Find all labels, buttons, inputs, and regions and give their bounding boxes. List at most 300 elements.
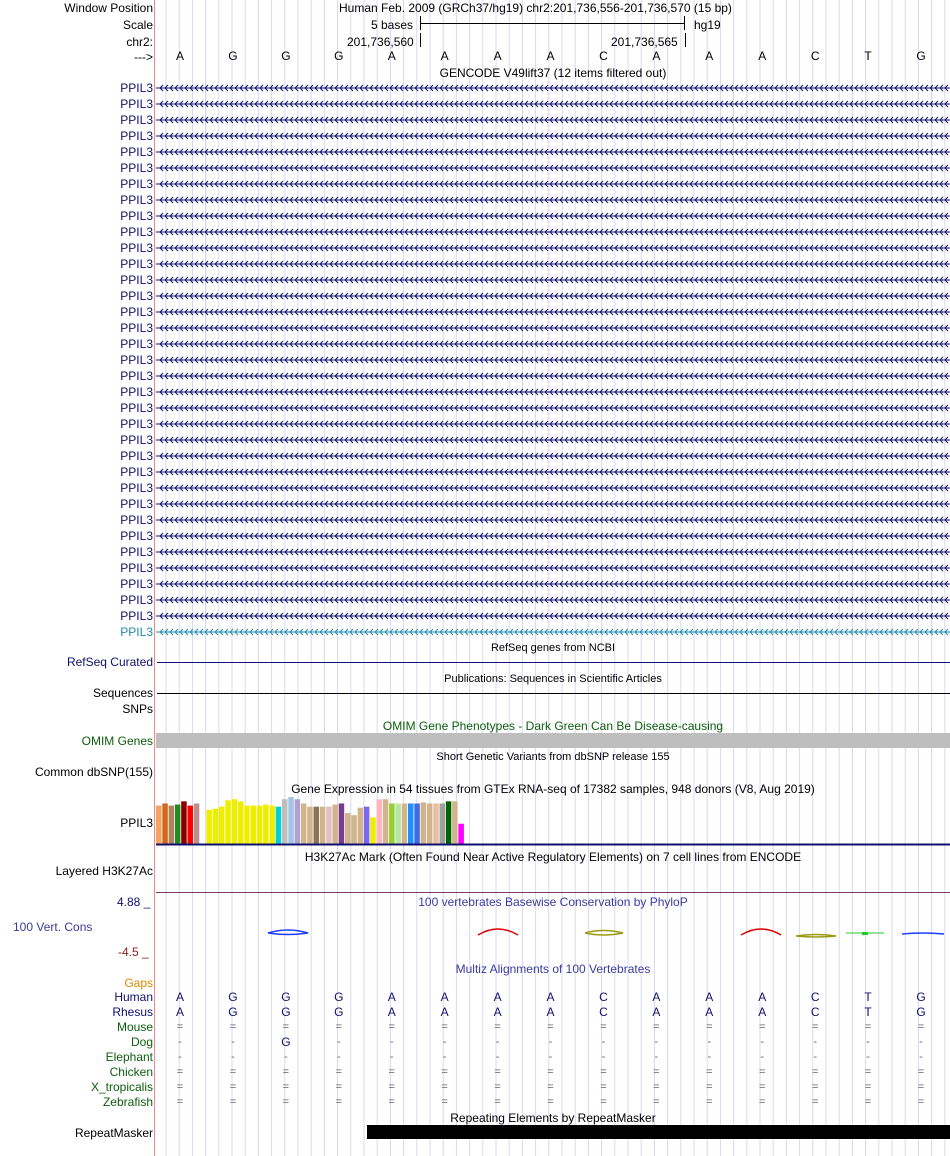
- multiz-alignment-cell: =: [229, 1081, 237, 1093]
- gencode-transcript-label[interactable]: PPIL3: [120, 337, 153, 351]
- gencode-transcript-line[interactable]: [156, 595, 950, 605]
- gtex-tissue-bar[interactable]: [225, 800, 231, 844]
- gtex-tissue-bar[interactable]: [364, 807, 370, 844]
- multiz-alignment-cell: =: [282, 1081, 290, 1093]
- multiz-alignment-cell: A: [705, 1005, 714, 1019]
- gtex-tissue-bar[interactable]: [377, 799, 383, 844]
- gtex-tissue-bar[interactable]: [320, 807, 326, 844]
- phylop-peak-3: [585, 931, 623, 936]
- gtex-tissue-bar[interactable]: [389, 803, 395, 844]
- gencode-transcript-line[interactable]: [156, 83, 950, 93]
- multiz-alignment-cell: -: [707, 1036, 712, 1048]
- multiz-alignment-cell: =: [335, 1066, 342, 1078]
- gencode-transcript-label[interactable]: PPIL3: [120, 385, 153, 399]
- gtex-tissue-bar[interactable]: [244, 806, 250, 844]
- gencode-transcript-line[interactable]: [156, 259, 950, 269]
- gencode-transcript-line[interactable]: [156, 627, 950, 637]
- base-letter: A: [652, 49, 661, 63]
- publications-track-label[interactable]: Sequences: [92, 686, 153, 700]
- omim-gene-bar[interactable]: [156, 733, 950, 748]
- phylop-min-label: -4.5 _: [118, 945, 149, 959]
- multiz-alignment-cell: -: [919, 1036, 923, 1048]
- base-letter: G: [228, 49, 238, 63]
- gtex-tissue-bar[interactable]: [282, 799, 288, 844]
- multiz-species-label[interactable]: Chicken: [109, 1065, 153, 1079]
- multiz-alignment-cell: -: [495, 1051, 500, 1063]
- multiz-species-label[interactable]: Mouse: [116, 1020, 153, 1034]
- multiz-alignment-cell: =: [864, 1096, 872, 1108]
- omim-track-label[interactable]: OMIM Genes: [81, 734, 153, 748]
- gencode-transcript-label[interactable]: PPIL3: [120, 81, 153, 95]
- multiz-alignment-cell: =: [335, 1081, 342, 1093]
- multiz-alignment-cell: A: [546, 990, 555, 1004]
- gencode-transcript-label[interactable]: PPIL3: [120, 561, 153, 575]
- gencode-transcript-label[interactable]: PPIL3: [120, 161, 153, 175]
- gencode-transcript-label[interactable]: PPIL3: [120, 225, 153, 239]
- multiz-alignment-cell: =: [917, 1081, 925, 1093]
- gtex-tissue-bar[interactable]: [156, 806, 162, 844]
- multiz-alignment-cell: =: [494, 1021, 501, 1033]
- multiz-alignment-cell: =: [653, 1096, 660, 1108]
- multiz-alignment-cell: =: [388, 1066, 395, 1078]
- gencode-transcript-label[interactable]: PPIL3: [120, 625, 153, 639]
- base-letter: G: [334, 49, 344, 63]
- gtex-tissue-bar[interactable]: [257, 806, 263, 844]
- multiz-alignment-cell: -: [601, 1036, 606, 1048]
- gencode-transcript-label[interactable]: PPIL3: [120, 145, 153, 159]
- multiz-alignment-cell: C: [599, 1005, 608, 1019]
- refseq-track-title: RefSeq genes from NCBI: [490, 642, 616, 654]
- gencode-transcript-label[interactable]: PPIL3: [120, 129, 153, 143]
- gtex-tissue-bar[interactable]: [295, 799, 301, 844]
- multiz-alignment-cell: =: [494, 1066, 501, 1078]
- gencode-transcript-line[interactable]: [156, 243, 950, 253]
- multiz-alignment-cell: =: [176, 1081, 184, 1093]
- multiz-alignment-cell: A: [705, 990, 714, 1004]
- multiz-alignment-cell: -: [548, 1051, 553, 1063]
- base-letter: C: [599, 49, 608, 63]
- dbsnp-track-title: Short Genetic Variants from dbSNP release 155: [436, 751, 670, 763]
- gencode-transcript-line[interactable]: [156, 499, 950, 509]
- window-position-text[interactable]: Human Feb. 2009 (GRCh37/hg19) chr2:201,736,556-201,736,570 (15 bp): [339, 1, 732, 15]
- gencode-transcript-line[interactable]: [156, 115, 950, 125]
- gtex-tissue-bar[interactable]: [301, 803, 307, 844]
- gtex-tissue-bar[interactable]: [181, 801, 187, 844]
- refseq-track-label[interactable]: RefSeq Curated: [66, 655, 153, 669]
- gtex-tissue-bar[interactable]: [383, 799, 389, 844]
- gtex-tissue-bar[interactable]: [251, 806, 257, 844]
- multiz-species-label[interactable]: X_tropicalis: [90, 1080, 153, 1094]
- gencode-transcript-label[interactable]: PPIL3: [120, 321, 153, 335]
- multiz-alignment-cell: -: [654, 1036, 659, 1048]
- multiz-alignment-cell: C: [599, 990, 608, 1004]
- multiz-alignment-cell: G: [334, 1005, 344, 1019]
- multiz-alignment-cell: =: [547, 1066, 554, 1078]
- gtex-tissue-bar[interactable]: [421, 802, 427, 844]
- multiz-alignment-cell: -: [442, 1051, 447, 1063]
- multiz-species-label[interactable]: Human: [114, 990, 153, 1004]
- multiz-alignment-cell: =: [282, 1096, 290, 1108]
- gencode-transcript-line[interactable]: [156, 131, 950, 141]
- base-letter: C: [810, 49, 820, 63]
- base-letter: A: [493, 49, 502, 63]
- gencode-track-title[interactable]: GENCODE V49lift37 (12 items filtered out): [439, 66, 667, 80]
- multiz-alignment-cell: A: [175, 1005, 184, 1019]
- gencode-transcript-label[interactable]: PPIL3: [120, 593, 153, 607]
- gencode-transcript-line[interactable]: [156, 179, 950, 189]
- multiz-alignment-cell: -: [866, 1051, 870, 1063]
- multiz-alignment-cell: =: [229, 1096, 237, 1108]
- h3k27ac-track-label[interactable]: Layered H3K27Ac: [55, 864, 153, 878]
- gencode-transcript-line[interactable]: [156, 355, 950, 365]
- h3k27ac-track-title: H3K27Ac Mark (Often Found Near Active Regulatory Elements) on 7 cell lines from ENCODE: [304, 850, 802, 864]
- gencode-transcript-line[interactable]: [156, 483, 950, 493]
- coord-right-tick: [685, 33, 686, 47]
- multiz-alignment-cell: =: [388, 1096, 395, 1108]
- multiz-alignment-cell: =: [811, 1081, 819, 1093]
- phylop-peak-5: [796, 935, 836, 938]
- gencode-transcript-label[interactable]: PPIL3: [120, 257, 153, 271]
- multiz-alignment-cell: =: [282, 1021, 290, 1033]
- gtex-tissue-bar[interactable]: [370, 817, 376, 844]
- multiz-alignment-cell: =: [864, 1066, 872, 1078]
- gencode-transcript-label[interactable]: PPIL3: [120, 529, 153, 543]
- gtex-tissue-bar[interactable]: [162, 803, 168, 844]
- phylop-track-label[interactable]: 100 Vert. Cons: [13, 920, 93, 934]
- gencode-transcript-line[interactable]: [156, 307, 950, 317]
- gencode-transcript-label[interactable]: PPIL3: [120, 177, 153, 191]
- multiz-alignment-cell: =: [759, 1066, 766, 1078]
- gencode-transcript-label[interactable]: PPIL3: [120, 113, 153, 127]
- gencode-transcript-line[interactable]: [156, 435, 950, 445]
- gtex-tissue-bar[interactable]: [219, 807, 225, 844]
- repeatmasker-track-title: Repeating Elements by RepeatMasker: [450, 1111, 656, 1125]
- gencode-transcript-label[interactable]: PPIL3: [120, 609, 153, 623]
- gencode-transcript-line[interactable]: [156, 323, 950, 333]
- multiz-alignment-cell: =: [494, 1096, 501, 1108]
- multiz-alignment-cell: A: [546, 1005, 555, 1019]
- gencode-transcript-line[interactable]: [156, 467, 950, 477]
- multiz-alignment-cell: -: [866, 1036, 870, 1048]
- base-letter: A: [175, 49, 184, 63]
- gencode-transcript-line[interactable]: [156, 611, 950, 621]
- gencode-transcript-label[interactable]: PPIL3: [120, 305, 153, 319]
- base-letter: T: [864, 49, 872, 63]
- gtex-tissue-bar[interactable]: [452, 801, 458, 844]
- gtex-track-title: Gene Expression in 54 tissues from GTEx RNA-seq of 17382 samples, 948 donors (V8, Aug 2019): [291, 782, 815, 796]
- scale-text: 5 bases: [371, 18, 414, 32]
- gtex-bar-chart[interactable]: [156, 796, 950, 846]
- multiz-alignment-cell: -: [760, 1051, 765, 1063]
- repeatmasker-element-bar[interactable]: [367, 1125, 950, 1139]
- scale-label: Scale: [122, 18, 153, 32]
- gtex-tissue-bar[interactable]: [194, 803, 200, 844]
- gtex-tissue-bar[interactable]: [446, 801, 452, 844]
- multiz-species-label[interactable]: Elephant: [105, 1050, 153, 1064]
- gencode-transcript-line[interactable]: [156, 371, 950, 381]
- multiz-alignment-cell: =: [441, 1081, 448, 1093]
- multiz-alignment-cell: =: [176, 1096, 184, 1108]
- gencode-transcript-label[interactable]: PPIL3: [120, 497, 153, 511]
- multiz-alignment-cell: -: [231, 1051, 235, 1063]
- multiz-alignment-cell: =: [441, 1066, 448, 1078]
- multiz-alignment-cell: =: [811, 1066, 819, 1078]
- coord-left: 201,736,560: [347, 35, 414, 49]
- refseq-track-line[interactable]: [157, 662, 950, 663]
- multiz-alignment-cell: -: [284, 1051, 288, 1063]
- gencode-transcript-line[interactable]: [156, 387, 950, 397]
- gtex-tissue-bar[interactable]: [269, 806, 275, 844]
- gtex-tissue-bar[interactable]: [458, 824, 464, 844]
- snps-track-label[interactable]: SNPs: [122, 702, 153, 716]
- chrom-label: chr2:: [126, 35, 153, 49]
- gtex-tissue-bar[interactable]: [238, 801, 244, 844]
- gtex-tissue-bar[interactable]: [402, 803, 408, 844]
- gencode-transcript-label[interactable]: PPIL3: [120, 513, 153, 527]
- gencode-transcript-label[interactable]: PPIL3: [120, 353, 153, 367]
- gtex-tissue-bar[interactable]: [169, 806, 175, 844]
- multiz-alignment-cell: =: [600, 1081, 607, 1093]
- multiz-alignment-cell: T: [864, 1005, 872, 1019]
- gencode-transcript-line[interactable]: [156, 147, 950, 157]
- publications-track-line[interactable]: [157, 693, 950, 694]
- multiz-alignment-cell: -: [336, 1036, 341, 1048]
- gencode-transcript-label[interactable]: PPIL3: [120, 577, 153, 591]
- gencode-transcript-label[interactable]: PPIL3: [120, 209, 153, 223]
- gencode-transcript-line[interactable]: [156, 451, 950, 461]
- base-letter: A: [440, 49, 449, 63]
- gtex-tissue-bar[interactable]: [213, 809, 219, 844]
- gencode-transcript-line[interactable]: [156, 531, 950, 541]
- publications-track-title: Publications: Sequences in Scientific Articles: [444, 673, 662, 685]
- gencode-transcript-label[interactable]: PPIL3: [120, 401, 153, 415]
- multiz-alignment-cell: =: [917, 1021, 925, 1033]
- multiz-species-label[interactable]: Dog: [130, 1035, 153, 1049]
- multiz-alignment-cell: -: [178, 1051, 182, 1063]
- gtex-tissue-bar[interactable]: [339, 803, 345, 844]
- gtex-tissue-bar[interactable]: [288, 797, 294, 844]
- gencode-transcript-line[interactable]: [156, 419, 950, 429]
- multiz-alignment-cell: =: [600, 1096, 607, 1108]
- multiz-species-label[interactable]: Zebrafish: [102, 1095, 153, 1109]
- gencode-transcript-line[interactable]: [156, 211, 950, 221]
- multiz-alignment-cell: =: [706, 1081, 713, 1093]
- gencode-transcript-label[interactable]: PPIL3: [120, 449, 153, 463]
- gencode-transcript-label[interactable]: PPIL3: [120, 289, 153, 303]
- multiz-alignment-cell: =: [706, 1021, 713, 1033]
- multiz-alignment-cell: =: [653, 1081, 660, 1093]
- gtex-tissue-bar[interactable]: [263, 805, 269, 844]
- gencode-transcript-line[interactable]: [156, 563, 950, 573]
- gtex-tissue-bar[interactable]: [314, 807, 320, 844]
- base-sequence-row: [0, 49, 950, 63]
- multiz-alignment-cell: G: [228, 1005, 238, 1019]
- window-position-label: Window Position: [64, 1, 153, 15]
- multiz-alignment-cell: -: [601, 1051, 606, 1063]
- multiz-alignment-cell: G: [916, 1005, 926, 1019]
- multiz-alignment-cell: A: [758, 990, 767, 1004]
- gtex-tissue-bar[interactable]: [440, 803, 446, 844]
- multiz-alignment-cell: G: [281, 1005, 291, 1019]
- multiz-alignment-cell: =: [388, 1021, 395, 1033]
- repeatmasker-track-label[interactable]: RepeatMasker: [74, 1126, 153, 1140]
- gencode-transcript-label[interactable]: PPIL3: [120, 465, 153, 479]
- multiz-alignment-cell: A: [440, 990, 449, 1004]
- multiz-alignment-cell: =: [706, 1066, 713, 1078]
- gtex-tissue-bar[interactable]: [276, 807, 282, 844]
- multiz-alignment-cell: =: [917, 1066, 925, 1078]
- gencode-transcript-line[interactable]: [156, 163, 950, 173]
- scale-assembly: hg19: [694, 18, 721, 32]
- multiz-alignment-cell: =: [547, 1021, 554, 1033]
- multiz-alignment-cell: =: [335, 1096, 342, 1108]
- multiz-alignment-cell: T: [864, 990, 872, 1004]
- gtex-tissue-bar[interactable]: [408, 803, 414, 844]
- multiz-alignment-cell: =: [388, 1081, 395, 1093]
- multiz-alignment-cell: =: [811, 1021, 819, 1033]
- gtex-tissue-bar[interactable]: [351, 815, 357, 844]
- gtex-tissue-bar[interactable]: [358, 808, 364, 844]
- gencode-transcript-line[interactable]: [156, 547, 950, 557]
- base-letter: A: [705, 49, 714, 63]
- gencode-transcript-label[interactable]: PPIL3: [120, 273, 153, 287]
- gtex-tissue-bar[interactable]: [326, 807, 332, 844]
- omim-track-title: OMIM Gene Phenotypes - Dark Green Can Be Disease-causing: [382, 719, 724, 733]
- multiz-alignment-cell: =: [653, 1066, 660, 1078]
- gencode-transcript-label[interactable]: PPIL3: [120, 241, 153, 255]
- multiz-alignment-cell: =: [176, 1066, 184, 1078]
- multiz-alignment-cell: -: [495, 1036, 500, 1048]
- gencode-transcript-line[interactable]: [156, 99, 950, 109]
- multiz-alignment-cell: A: [440, 1005, 449, 1019]
- gtex-tissue-bar[interactable]: [395, 803, 401, 844]
- gtex-tissue-bar[interactable]: [427, 803, 433, 844]
- phylop-peak-7: [902, 933, 944, 934]
- multiz-alignment-cell: -: [707, 1051, 712, 1063]
- gtex-tissue-bar[interactable]: [175, 805, 181, 844]
- multiz-alignment-cell: A: [387, 990, 396, 1004]
- multiz-alignment-cell: =: [335, 1021, 342, 1033]
- multiz-alignment-cell: -: [813, 1036, 817, 1048]
- gencode-transcript-label[interactable]: PPIL3: [120, 545, 153, 559]
- multiz-alignment-cell: A: [175, 990, 184, 1004]
- multiz-alignment-cell: -: [389, 1051, 394, 1063]
- gtex-track-label[interactable]: PPIL3: [120, 816, 153, 830]
- multiz-alignment-cell: A: [652, 990, 661, 1004]
- gencode-transcript-line[interactable]: [156, 275, 950, 285]
- multiz-alignment-cell: -: [231, 1036, 235, 1048]
- gencode-transcript-line[interactable]: [156, 339, 950, 349]
- multiz-alignment-cell: G: [228, 990, 238, 1004]
- multiz-alignment-cell: =: [547, 1096, 554, 1108]
- multiz-alignment-cell: =: [229, 1066, 237, 1078]
- gencode-transcript-label[interactable]: PPIL3: [120, 433, 153, 447]
- gencode-transcript-label[interactable]: PPIL3: [120, 417, 153, 431]
- guide-grid: [156, 0, 950, 1156]
- multiz-species-label[interactable]: Rhesus: [112, 1005, 153, 1019]
- multiz-alignment-cell: A: [758, 1005, 767, 1019]
- coord-right: 201,736,565: [611, 35, 678, 49]
- gaps-label: Gaps: [124, 976, 153, 990]
- multiz-alignment-cell: -: [178, 1036, 182, 1048]
- multiz-alignment-cell: =: [600, 1066, 607, 1078]
- multiz-alignment-cell: =: [706, 1096, 713, 1108]
- multiz-alignment-cell: =: [600, 1021, 607, 1033]
- multiz-alignment-cell: -: [389, 1036, 394, 1048]
- dbsnp-track-label[interactable]: Common dbSNP(155): [34, 765, 153, 779]
- phylop-peak-4: [741, 929, 781, 935]
- multiz-alignment-cell: =: [864, 1081, 872, 1093]
- gtex-tissue-bar[interactable]: [433, 803, 439, 844]
- multiz-alignment-cell: -: [813, 1051, 817, 1063]
- multiz-alignment-cell: A: [387, 1005, 396, 1019]
- gtex-tissue-bar[interactable]: [307, 807, 313, 844]
- gtex-tissue-bar[interactable]: [345, 813, 351, 844]
- gencode-transcript-line[interactable]: [156, 515, 950, 525]
- multiz-alignment-cell: -: [654, 1051, 659, 1063]
- base-letter: A: [387, 49, 396, 63]
- multiz-alignment-cell: A: [652, 1005, 661, 1019]
- gencode-transcript-line[interactable]: [156, 195, 950, 205]
- multiz-alignment-cell: =: [441, 1021, 448, 1033]
- multiz-alignment-cell: A: [493, 1005, 502, 1019]
- gtex-tissue-bar[interactable]: [332, 805, 338, 844]
- gencode-transcript-label[interactable]: PPIL3: [120, 481, 153, 495]
- h3k27ac-track-baseline: [156, 892, 950, 893]
- phylop-peak-1: [268, 930, 308, 935]
- multiz-alignment-cell: =: [811, 1096, 819, 1108]
- multiz-alignment-cell: =: [759, 1021, 766, 1033]
- gencode-transcript-label[interactable]: PPIL3: [120, 369, 153, 383]
- multiz-alignment-cell: =: [917, 1096, 925, 1108]
- multiz-alignment-cell: G: [334, 990, 344, 1004]
- multiz-alignment-cell: =: [653, 1021, 660, 1033]
- scale-bar: [420, 16, 685, 30]
- multiz-alignment-cell: -: [919, 1051, 923, 1063]
- gencode-transcript-label[interactable]: PPIL3: [120, 193, 153, 207]
- multiz-alignment-cell: =: [759, 1096, 766, 1108]
- multiz-alignment-cell: =: [282, 1066, 290, 1078]
- base-letter: G: [916, 49, 926, 63]
- phylop-peak-2: [478, 929, 518, 935]
- gencode-transcript-line[interactable]: [156, 579, 950, 589]
- gencode-transcript-line[interactable]: [156, 403, 950, 413]
- phylop-max-label: 4.88 _: [117, 895, 151, 909]
- multiz-alignment-cell: C: [810, 990, 820, 1004]
- multiz-track-title: Multiz Alignments of 100 Vertebrates: [455, 962, 651, 976]
- multiz-alignment-cell: -: [442, 1036, 447, 1048]
- coord-left-tick: [420, 33, 421, 47]
- multiz-alignment-cell: -: [760, 1036, 765, 1048]
- gencode-transcript-line[interactable]: [156, 291, 950, 301]
- phylop-conservation-plot[interactable]: [156, 924, 950, 944]
- multiz-alignment-cell: =: [176, 1021, 184, 1033]
- gencode-transcript-line[interactable]: [156, 227, 950, 237]
- multiz-alignment-cell: =: [494, 1081, 501, 1093]
- multiz-alignment-cell: =: [547, 1081, 554, 1093]
- base-letter: A: [546, 49, 555, 63]
- multiz-alignment-cell: G: [281, 990, 291, 1004]
- gtex-tissue-bar[interactable]: [232, 799, 238, 844]
- multiz-alignment-cell: -: [336, 1051, 341, 1063]
- gtex-tissue-bar[interactable]: [206, 810, 212, 844]
- multiz-alignment-cell: =: [441, 1096, 448, 1108]
- gencode-transcript-label[interactable]: PPIL3: [120, 97, 153, 111]
- gtex-tissue-bar[interactable]: [188, 806, 194, 844]
- multiz-alignment-cell: A: [493, 990, 502, 1004]
- gtex-tissue-bar[interactable]: [414, 803, 420, 844]
- multiz-alignment-cell: =: [759, 1081, 766, 1093]
